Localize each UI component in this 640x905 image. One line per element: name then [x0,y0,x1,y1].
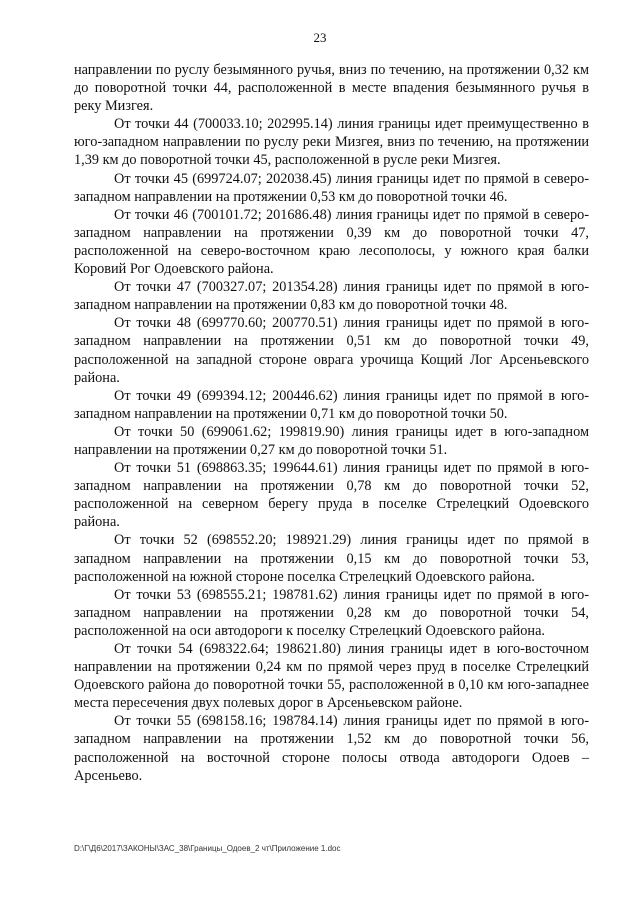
paragraph-continuation: направлении по руслу безымянного ручья, вниз по течению, на протяжении 0,32 км до поворотной точки 44, расположенной в месте впадения безымянного ручья в реку Мизгея. [74,62,589,115]
paragraph-point-51: От точки 51 (698863.35; 199644.61) линия границы идет по прямой в юго-западном направлении на протяжении 0,78 км до поворотной точки 52, расположенной на северном берегу пруда в поселке Стрелецкий Одоевского района. [74,460,589,531]
page-number: 23 [313,30,327,45]
file-path-footer: D:\Г\Д6\2017\ЗАКОНЫ\ЗАС_38\Границы_Одоев_2 чт\Приложение 1.doc [74,844,341,853]
paragraph-point-49: От точки 49 (699394.12; 200446.62) линия границы идет по прямой в юго-западном направлении на протяжении 0,71 км до поворотной точки 50. [74,387,589,422]
paragraph-point-54: От точки 54 (698322.64; 198621.80) линия границы идет в юго-восточном направлении на протяжении 0,24 км по прямой через пруд в поселке Стрелецкий Одоевского района до поворотной точки 55, расположенной в 0,10 км юго-западнее места пересечения двух полевых дорог в Арсеньевском районе. [74,641,589,712]
paragraph-point-50: От точки 50 (699061.62; 199819.90) линия границы идет в юго-западном направлении на протяжении 0,27 км до поворотной точки 51. [74,423,589,458]
document-body [74,61,589,785]
paragraph-point-48: От точки 48 (699770.60; 200770.51) линия границы идет по прямой в юго-западном направлении на протяжении 0,51 км до поворотной точки 49, расположенной на западной стороне оврага урочища Кощий Лог Арсеньевского района. [74,315,589,386]
paragraph-point-44: От точки 44 (700033.10; 202995.14) линия границы идет преимущественно в юго-западном направлении по руслу реки Мизгея, вниз по течению, на протяжении 1,39 км до поворотной точки 45, расположенной в русле реки Мизгея. [74,116,589,169]
paragraph-point-46: От точки 46 (700101.72; 201686.48) линия границы идет по прямой в северо-западном направлении на протяжении 0,39 км до поворотной точки 47, расположенной на северо-восточном краю лесополосы, у южного края балки Коровий Рог Одоевского района. [74,206,589,278]
paragraph-point-55: От точки 55 (698158.16; 198784.14) линия границы идет по прямой в юго-западном направлении на протяжении 1,52 км до поворотной точки 56, расположенной на восточной стороне полосы отвода автодороги Одоев – Арсеньево. [74,713,589,784]
paragraph-point-53: От точки 53 (698555.21; 198781.62) линия границы идет по прямой в юго-западном направлении на протяжении 0,28 км до поворотной точки 54, расположенной на оси автодороги к поселку Стрелецкий Одоевского района. [74,586,589,639]
paragraph-point-52: От точки 52 (698552.20; 198921.29) линия границы идет по прямой в западном направлении на протяжении 0,15 км до поворотной точки 53, расположенной на южной стороне поселка Стрелецкий Одоевского района. [74,532,589,585]
paragraph-point-47: От точки 47 (700327.07; 201354.28) линия границы идет по прямой в юго-западном направлении на протяжении 0,83 км до поворотной точки 48. [74,279,589,314]
paragraph-point-45: От точки 45 (699724.07; 202038.45) линия границы идет по прямой в северо-западном направлении на протяжении 0,53 км до поворотной точки 46. [74,170,589,205]
